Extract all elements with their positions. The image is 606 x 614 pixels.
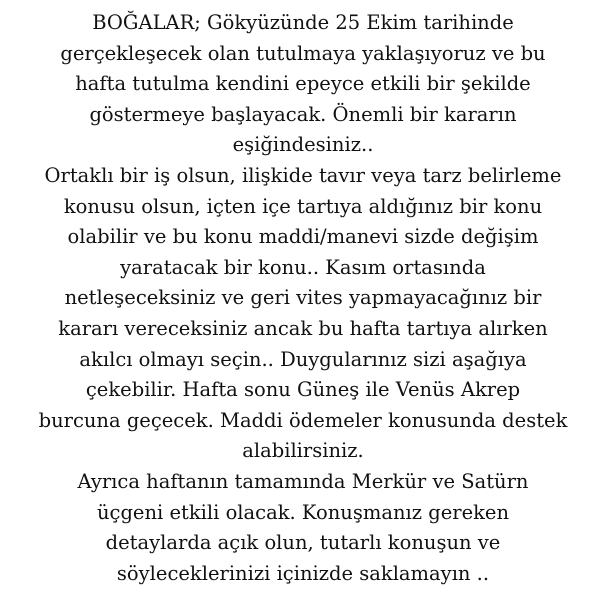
text-line: netleşeceksiniz ve geri vites yapmayacağınız bir <box>64 286 542 310</box>
text-line: hafta tutulma kendini epeyce etkili bir şekilde <box>75 72 531 96</box>
text-line: yaratacak bir konu.. Kasım ortasında <box>120 255 486 279</box>
text-line: çekebilir. Hafta sonu Güneş ile Venüs Akrep <box>85 378 521 402</box>
text-line: üçgeni etkili olacak. Konuşmanız gereken <box>96 500 510 524</box>
text-line: eşiğindesiniz.. <box>232 133 374 157</box>
text-line: alabilirsiniz. <box>242 439 364 463</box>
text-line: detaylarda açık olun, tutarlı konuşun ve <box>105 531 501 555</box>
text-line: söyleceklerinizi içinizde saklamayın .. <box>116 561 490 585</box>
text-line: Ayrıca haftanın tamamında Merkür ve Satürn <box>77 469 529 493</box>
text-line: burcuna geçecek. Maddi ödemeler konusunda destek <box>38 408 568 432</box>
text-line: gerçekleşecek olan tutulmaya yaklaşıyoruz ve bu <box>60 41 546 65</box>
text-line: kararı vereceksiniz ancak bu hafta tartıya alırken <box>58 316 548 340</box>
text-line: olabilir ve bu konu maddi/manevi sizde değişim <box>67 225 539 249</box>
text-line: BOĞALAR; Gökyüzünde 25 Ekim tarihinde <box>92 11 514 34</box>
text-line: konusu olsun, içten içe tartıya aldığınız bir konu <box>63 194 543 218</box>
text-line: Ortaklı bir iş olsun, ilişkide tavır veya tarz belirleme <box>44 163 562 187</box>
text-line: akılcı olmayı seçin.. Duygularınız sizi aşağıya <box>79 347 527 371</box>
text-line: göstermeye başlayacak. Önemli bir kararın <box>89 102 517 126</box>
